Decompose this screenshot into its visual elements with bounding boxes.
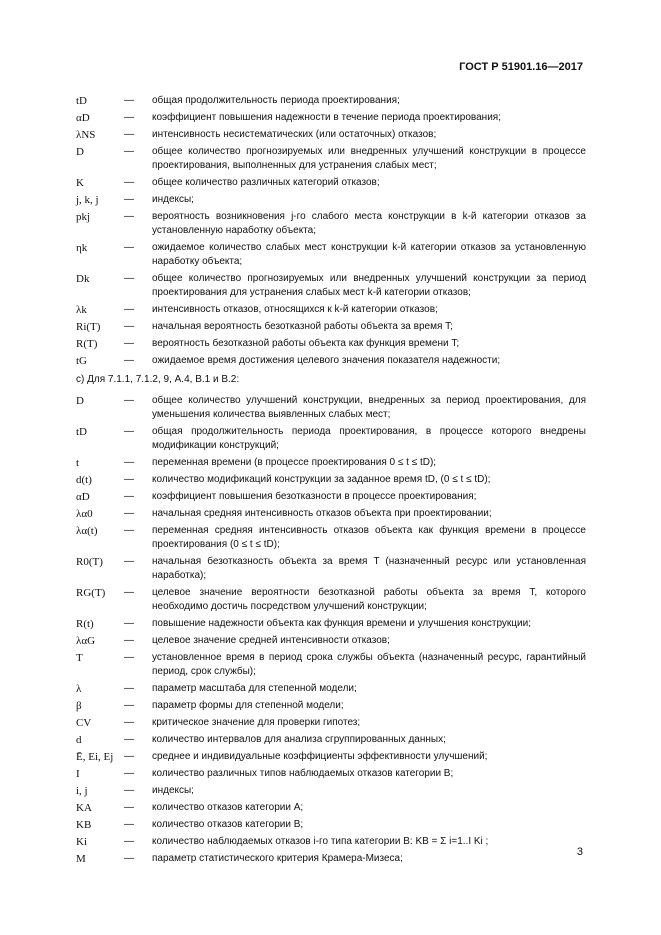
definition-row bbox=[76, 354, 586, 368]
dash: — bbox=[124, 242, 134, 253]
dash: — bbox=[124, 474, 134, 485]
dash: — bbox=[124, 491, 134, 502]
definition-text: целевое значение средней интенсивности отказов; bbox=[152, 635, 390, 646]
symbol: β bbox=[76, 700, 82, 712]
dash: — bbox=[124, 683, 134, 694]
definition-row bbox=[76, 425, 586, 453]
dash: — bbox=[124, 321, 134, 332]
symbol: Ē, Ei, Ej bbox=[76, 751, 114, 763]
definition-row bbox=[76, 555, 586, 583]
definition-text: начальная вероятность безотказной работы объекта за время T; bbox=[152, 321, 453, 332]
symbol: λ bbox=[76, 683, 82, 695]
definition-row bbox=[76, 320, 586, 334]
symbol: tG bbox=[76, 355, 87, 367]
definition-row bbox=[76, 145, 586, 173]
definition-row bbox=[76, 617, 586, 631]
definition-row bbox=[76, 586, 586, 614]
symbol: λk bbox=[76, 304, 87, 316]
definition-text: общее количество прогнозируемых или внедренных улучшений конструкции за период проектирования для устранения слабых мест k-й категории отказов; bbox=[152, 273, 586, 298]
dash: — bbox=[124, 618, 134, 629]
dash: — bbox=[124, 525, 134, 536]
definition-text: вероятность возникновения j-го слабого места конструкции в k-й категории отказов за установленную наработку объекта; bbox=[152, 211, 586, 236]
dash: — bbox=[124, 129, 134, 140]
definition-text: вероятность безотказной работы объекта как функция времени T; bbox=[152, 338, 460, 349]
symbol: d(t) bbox=[76, 474, 92, 486]
definition-row bbox=[76, 733, 586, 747]
symbol: R0(T) bbox=[76, 556, 103, 568]
dash: — bbox=[124, 146, 134, 157]
symbol: αD bbox=[76, 491, 90, 503]
definition-text: количество отказов категории В; bbox=[152, 819, 304, 830]
dash: — bbox=[124, 211, 134, 222]
definition-row bbox=[76, 303, 586, 317]
definition-row bbox=[76, 767, 586, 781]
definition-row bbox=[76, 507, 586, 521]
definition-row bbox=[76, 241, 586, 269]
symbol: D bbox=[76, 395, 84, 407]
symbol: αD bbox=[76, 112, 90, 124]
definition-row bbox=[76, 456, 586, 470]
symbol: I bbox=[76, 768, 80, 780]
definition-row bbox=[76, 818, 586, 832]
definition-text: общая продолжительность периода проектирования; bbox=[152, 95, 400, 106]
definition-text: общее количество прогнозируемых или внедренных улучшений конструкции в процессе проектирования, выполненных для устранения слабых мест; bbox=[152, 146, 586, 171]
symbol: pkj bbox=[76, 211, 91, 223]
symbol: d bbox=[76, 734, 82, 746]
definition-row bbox=[76, 524, 586, 552]
symbol: CV bbox=[76, 717, 92, 729]
symbol: j, k, j bbox=[76, 194, 99, 206]
dash: — bbox=[124, 457, 134, 468]
definition-text: начальная безотказность объекта за время T (назначенный ресурс или установленная наработка); bbox=[152, 556, 586, 581]
symbol: Ki bbox=[76, 836, 87, 848]
dash: — bbox=[124, 717, 134, 728]
dash: — bbox=[124, 194, 134, 205]
definition-text: ожидаемое количество слабых мест конструкции k-й категории отказов за установленную наработку объекта; bbox=[152, 242, 586, 267]
definition-row bbox=[76, 801, 586, 815]
definition-row bbox=[76, 94, 586, 108]
dash: — bbox=[124, 273, 134, 284]
symbol-list bbox=[76, 94, 586, 869]
dash: — bbox=[124, 785, 134, 796]
dash: — bbox=[124, 700, 134, 711]
dash: — bbox=[124, 95, 134, 106]
definition-text: количество отказов категории А; bbox=[152, 802, 304, 813]
definition-text: количество модификаций конструкции за заданное время tD, (0 ≤ t ≤ tD); bbox=[152, 474, 491, 485]
symbol: λα(t) bbox=[76, 525, 98, 537]
symbol: λα0 bbox=[76, 508, 93, 520]
definition-text: критическое значение для проверки гипотез; bbox=[152, 717, 361, 728]
definition-row bbox=[76, 784, 586, 798]
dash: — bbox=[124, 853, 134, 864]
symbol: KB bbox=[76, 819, 92, 831]
dash: — bbox=[124, 395, 134, 406]
definition-row bbox=[76, 682, 586, 696]
symbol-group-2 bbox=[76, 394, 586, 866]
definition-row bbox=[76, 852, 586, 866]
definition-row bbox=[76, 651, 586, 679]
symbol: ηk bbox=[76, 242, 88, 254]
definition-row bbox=[76, 176, 586, 190]
standard-header: ГОСТ Р 51901.16—2017 bbox=[459, 61, 583, 73]
definition-row bbox=[76, 490, 586, 504]
dash: — bbox=[124, 802, 134, 813]
dash: — bbox=[124, 635, 134, 646]
definition-text: целевое значение вероятности безотказной работы объекта за время T, которого необходимо достичь посредством улучшений конструкции; bbox=[152, 587, 586, 612]
dash: — bbox=[124, 652, 134, 663]
symbol: RG(T) bbox=[76, 587, 106, 599]
definition-text: общая продолжительность периода проектирования, в процессе которого внедрены модификации конструкций; bbox=[152, 426, 586, 451]
dash: — bbox=[124, 556, 134, 567]
symbol-group-1 bbox=[76, 94, 586, 368]
definition-text: переменная средняя интенсивность отказов объекта как функция времени в процессе проектирования (0 ≤ t ≤ tD); bbox=[152, 525, 586, 550]
section-heading: c) Для 7.1.1, 7.1.2, 9, А.4, В.1 и В.2: bbox=[76, 374, 240, 385]
dash: — bbox=[124, 768, 134, 779]
dash: — bbox=[124, 836, 134, 847]
definition-text: общее количество различных категорий отказов; bbox=[152, 177, 380, 188]
definition-row bbox=[76, 750, 586, 764]
definition-text: повышение надежности объекта как функция времени и улучшения конструкции; bbox=[152, 618, 531, 629]
definition-row bbox=[76, 716, 586, 730]
definition-text: параметр статистического критерия Крамера-Мизеса; bbox=[152, 853, 403, 864]
definition-row bbox=[76, 111, 586, 125]
definition-row bbox=[76, 193, 586, 207]
definition-row bbox=[76, 210, 586, 238]
definition-text: коэффициент повышения безотказности в процессе проектирования; bbox=[152, 491, 477, 502]
dash: — bbox=[124, 177, 134, 188]
page-number: 3 bbox=[576, 846, 583, 858]
symbol: t bbox=[76, 457, 80, 469]
definition-row bbox=[76, 272, 586, 300]
definition-row bbox=[76, 835, 586, 849]
symbol: i, j bbox=[76, 785, 88, 797]
dash: — bbox=[124, 112, 134, 123]
symbol: λαG bbox=[76, 635, 96, 647]
dash: — bbox=[124, 734, 134, 745]
symbol: Dk bbox=[76, 273, 90, 285]
dash: — bbox=[124, 426, 134, 437]
definition-row bbox=[76, 394, 586, 422]
symbol: KA bbox=[76, 802, 92, 814]
dash: — bbox=[124, 304, 134, 315]
dash: — bbox=[124, 819, 134, 830]
dash: — bbox=[124, 338, 134, 349]
definition-row bbox=[76, 337, 586, 351]
definition-text: переменная времени (в процессе проектирования 0 ≤ t ≤ tD); bbox=[152, 457, 437, 468]
symbol: R(t) bbox=[76, 618, 94, 630]
definition-row bbox=[76, 473, 586, 487]
definition-text: начальная средняя интенсивность отказов объекта при проектировании; bbox=[152, 508, 492, 519]
definition-text: общее количество улучшений конструкции, внедренных за период проектирования, для уменьшения количества выявленных слабых мест; bbox=[152, 395, 586, 420]
symbol: tD bbox=[76, 95, 87, 107]
symbol: M bbox=[76, 853, 86, 865]
dash: — bbox=[124, 355, 134, 366]
definition-text: интенсивность отказов, относящихся к k-й категории отказов; bbox=[152, 304, 438, 315]
dash: — bbox=[124, 751, 134, 762]
definition-text: количество интервалов для анализа сгруппированных данных; bbox=[152, 734, 446, 745]
definition-text: параметр формы для степенной модели; bbox=[152, 700, 344, 711]
symbol: T bbox=[76, 652, 83, 664]
symbol: K bbox=[76, 177, 84, 189]
definition-row bbox=[76, 634, 586, 648]
definition-text: параметр масштаба для степенной модели; bbox=[152, 683, 357, 694]
definition-text: индексы; bbox=[152, 785, 194, 796]
definition-text: ожидаемое время достижения целевого значения показателя надежности; bbox=[152, 355, 501, 366]
symbol: D bbox=[76, 146, 84, 158]
symbol: λNS bbox=[76, 129, 96, 141]
definition-row bbox=[76, 699, 586, 713]
definition-text: установленное время в период срока службы объекта (назначенный ресурс, гарантийный период, срок службы); bbox=[152, 652, 586, 677]
definition-text: индексы; bbox=[152, 194, 194, 205]
definition-text: количество наблюдаемых отказов i-го типа категории В: KB = Σ i=1..I Ki ; bbox=[152, 836, 489, 847]
definition-text: коэффициент повышения надежности в течение периода проектирования; bbox=[152, 112, 501, 123]
symbol: tD bbox=[76, 426, 87, 438]
symbol: R(T) bbox=[76, 338, 98, 350]
symbol: Ri(T) bbox=[76, 321, 101, 333]
definition-text: среднее и индивидуальные коэффициенты эффективности улучшений; bbox=[152, 751, 488, 762]
dash: — bbox=[124, 508, 134, 519]
definition-text: количество различных типов наблюдаемых отказов категории В; bbox=[152, 768, 454, 779]
definition-text: интенсивность несистематических (или остаточных) отказов; bbox=[152, 129, 437, 140]
dash: — bbox=[124, 587, 134, 598]
definition-row bbox=[76, 128, 586, 142]
